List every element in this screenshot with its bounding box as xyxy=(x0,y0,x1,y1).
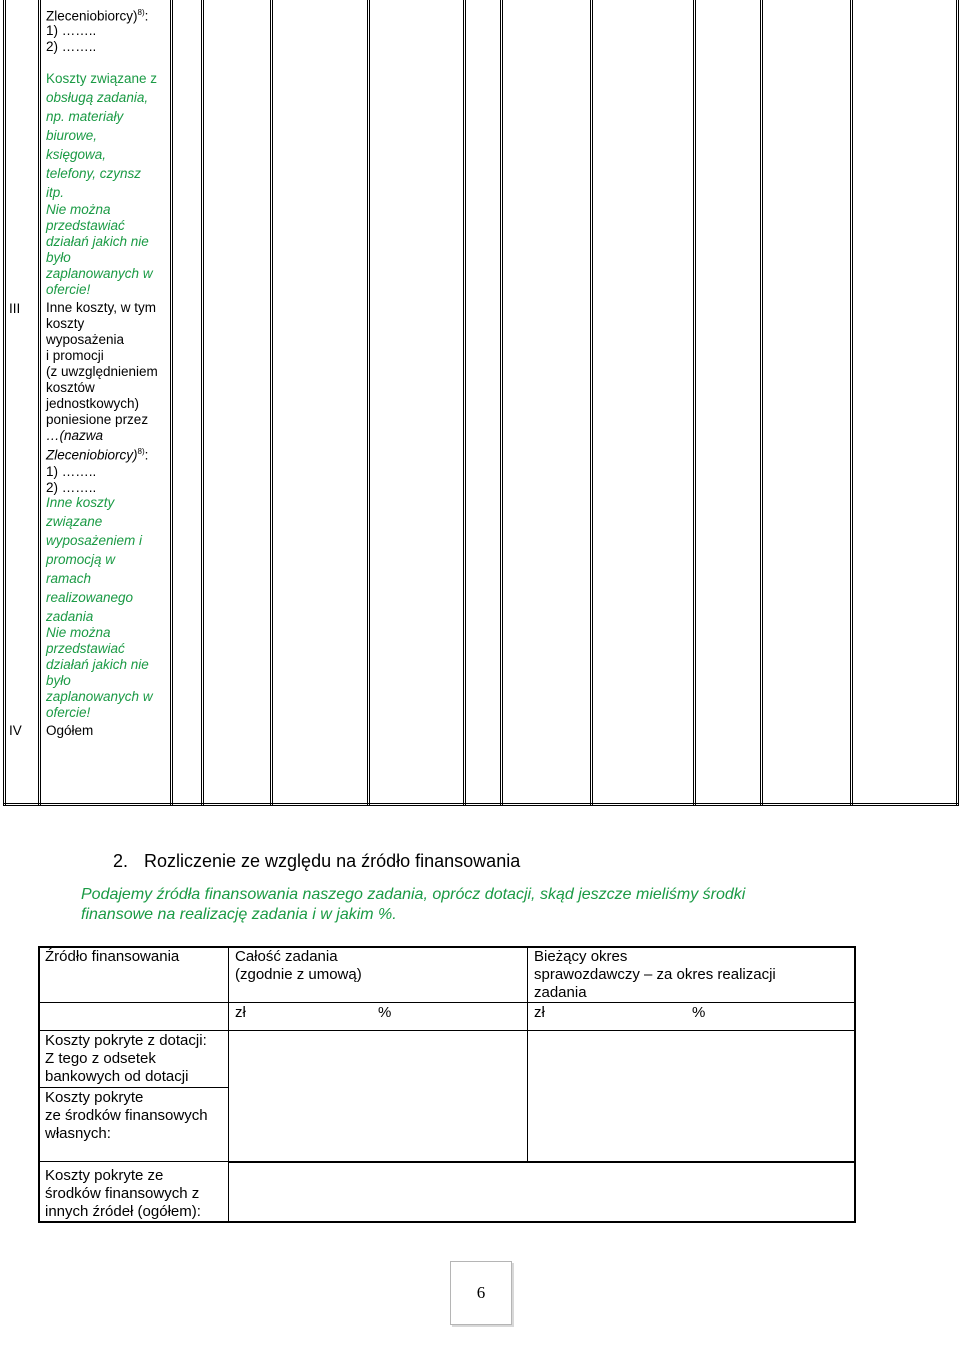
top-item-2: 2) …….. xyxy=(46,39,97,54)
top-item-1: 1) …….. xyxy=(46,23,97,38)
section-title: Rozliczenie ze względu na źródło finansowania xyxy=(144,851,521,871)
row-number-iii: III xyxy=(9,301,21,316)
row-other-sources: Koszty pokryte ze środków finansowych z innych źródeł (ogółem): xyxy=(45,1167,201,1220)
no-unplanned-warning-2: Nie można przedstawiać działań jakich nie było zaplanowanych w ofercie! xyxy=(46,625,153,720)
section-hint: Podajemy źródła finansowania naszego zadania, oprócz dotacji, skąd jeszcze mieliśmy środki finansowe na realizację zadania i w jakim %. xyxy=(81,886,746,923)
unit-zl-total: zł xyxy=(235,1004,246,1021)
unit-percent-current: % xyxy=(692,1004,706,1021)
top-recipient-ref: Zleceniobiorcy)$^{8)}$: xyxy=(46,8,149,24)
row-own-funds: Koszty pokryte ze środków finansowych własnych: xyxy=(45,1089,208,1142)
header-source: Źródło finansowania xyxy=(45,948,180,965)
other-costs-label: Inne koszty, w tym koszty wyposażenia i promocji (z uwzględnieniem kosztów jednostkowych) poniesione przez …(nazwa Zleceniobiorcy)$^{8)}$: 1) …….. 2) …….. xyxy=(46,300,158,495)
promotion-costs-note: Inne koszty związane wyposażeniem i promocją w ramach realizowanego zadania xyxy=(46,495,143,624)
header-current-period: Bieżący okres sprawozdawczy – za okres realizacji zadania xyxy=(534,948,776,1001)
service-costs-note: Koszty związane z obsługą zadania, np. materiały biurowe, księgowa, telefony, czynsz itp. xyxy=(46,71,158,200)
page-number: 6 xyxy=(450,1261,512,1325)
header-total: Całość zadania (zgodnie z umową) xyxy=(235,948,362,983)
no-unplanned-warning-1: Nie można przedstawiać działań jakich nie było zaplanowanych w ofercie! xyxy=(46,202,153,297)
total-label: Ogółem xyxy=(46,723,94,738)
unit-percent-total: % xyxy=(378,1004,392,1021)
row-number-iv: IV xyxy=(9,723,22,738)
unit-zl-current: zł xyxy=(534,1004,545,1021)
row-grant-costs: Koszty pokryte z dotacji: Z tego z odsetek bankowych od dotacji xyxy=(45,1032,207,1085)
section-number: 2. xyxy=(113,851,129,871)
